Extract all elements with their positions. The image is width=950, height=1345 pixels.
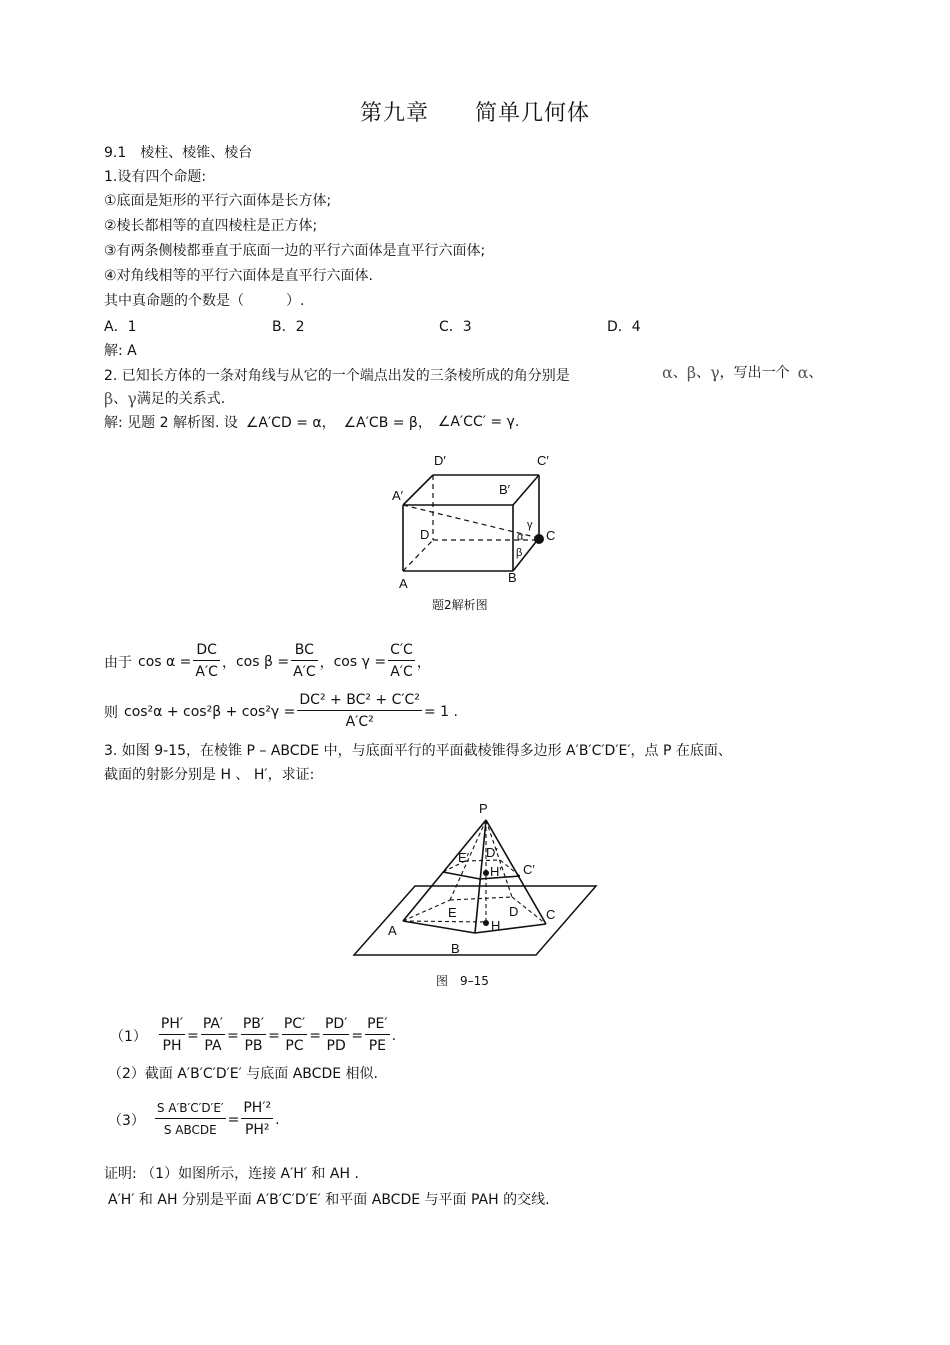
q1-item: ①底面是矩形的平行六面体是长方体; (104, 193, 332, 209)
label-c-prime: C′ (537, 453, 549, 468)
q1-intro: 1.设有四个命题: (104, 169, 207, 185)
then-prefix: 则 (104, 704, 118, 721)
cos-sum-right: = 1 . (423, 703, 458, 720)
label-beta: β (516, 547, 523, 559)
angle-gamma-def: ∠A′CC′ = γ. (437, 414, 520, 430)
fraction-ph-squared: $\frac{\text{PH′²}}{\text{PH²}}$ (243, 1100, 272, 1138)
q1-option-d: D．4 (607, 319, 641, 335)
section-heading: 9.1 棱柱、棱锥、棱台 (104, 145, 253, 161)
fraction-pa: $\frac{PA'}{PA}$ (202, 1016, 224, 1054)
angle-alpha-def: ∠A′CD = α， (245, 415, 336, 431)
cuboid-figure (380, 448, 580, 596)
q2-solution-line (104, 412, 519, 432)
plane (354, 886, 596, 955)
fraction-pe: $\frac{PE'}{PE}$ (367, 1016, 388, 1054)
fraction-dc: $\frac{DC}{A'C}$ (195, 642, 218, 680)
part1-label: （1） (110, 1028, 147, 1045)
fraction-ph: $\frac{PH'}{PH}$ (160, 1016, 184, 1054)
proof-line-1: 证明: （1）如图所示，连接 A′H′ 和 AH . (104, 1166, 359, 1182)
cos-sum-line (104, 690, 458, 733)
label-b: B (508, 570, 517, 585)
fraction-area: $\frac{\text{S A′B′C′D′E′}}{\text{S ABCDE}}$ (155, 1098, 226, 1141)
point-h-prime (483, 870, 489, 876)
fraction-sum: $\frac{\text{DC² + BC² + C′C²}}{\text{A′C²}}$ (299, 692, 420, 730)
label-e-prime: E′ (458, 850, 470, 865)
label-d: D (420, 527, 430, 542)
fraction-pb: $\frac{PB'}{PB}$ (242, 1016, 265, 1054)
q2-sol-prefix: 解: 见题 2 解析图. 设 (104, 415, 238, 431)
label-e: E (448, 905, 457, 920)
label-alpha: α (517, 531, 524, 543)
label-a: A (399, 576, 408, 591)
cos-sum-left: cos²α + cos²β + cos²γ = (124, 703, 296, 720)
part2-statement: （2）截面 A′B′C′D′E′ 与底面 ABCDE 相似. (108, 1066, 378, 1082)
label-h: H (491, 918, 501, 933)
by-prefix: 由于 (104, 654, 132, 671)
label-b-prime: B′ (499, 482, 511, 497)
q1-option-b: B．2 (272, 319, 305, 335)
q1-item: ②棱长都相等的直四棱柱是正方体; (104, 218, 318, 234)
fraction-bc: $\frac{BC}{A'C}$ (293, 642, 316, 680)
chapter-title: 第九章 简单几何体 (360, 101, 591, 126)
proof-line-2: A′H′ 和 AH 分别是平面 A′B′C′D′E′ 和平面 ABCDE 与平面 PAH 的交线. (108, 1192, 550, 1208)
q3-text-2: 截面的射影分别是 H 、 H′，求证: (104, 767, 315, 783)
q2-text-2: 满足的关系式. (136, 391, 226, 407)
cos-gamma: cos γ = (333, 653, 387, 670)
fraction-pc: $\frac{PC'}{PC}$ (283, 1016, 306, 1054)
label-c: C (546, 528, 556, 543)
angle-beta-def: ∠A′CB = β， (343, 415, 432, 431)
fraction-cc: $\frac{C'C}{A'C}$ (390, 642, 413, 680)
ratio-equation: （1） $\frac{PH'}{PH}$ = $\frac{PA'}{PA}$ = $\frac{PB'}{PB}$ = $\frac{PC'}{PC}$ = $\frac{PD'}{PD}$ = $\frac{PE'}{PE}$ . (110, 1014, 396, 1057)
label-b: B (451, 941, 460, 956)
q2-text-b: ，写出一个 (719, 365, 790, 381)
q3-text: 3. 如图 9-15，在棱锥 P – ABCDE 中，与底面平行的平面截棱锥得多边形 A′B′C′D′E′，点 P 在底面、 (104, 743, 732, 759)
q1-option-c: C．3 (439, 319, 472, 335)
area-ratio-equation: （3） $\frac{\text{S A′B′C′D′E′}}{\text{S ABCDE}}$ = $\frac{\text{PH′²}}{\text{PH²}}$ . (108, 1098, 280, 1141)
q1-item: ④对角线相等的平行六面体是直平行六面体. (104, 268, 373, 284)
q1-answer: 解: A (104, 343, 137, 359)
figure-caption-9-15: 图 9–15 (436, 974, 489, 988)
gamma-symbol: γ (710, 362, 720, 382)
gamma-symbol: γ (127, 388, 137, 408)
label-a: A (388, 923, 397, 938)
q2-text-line2: β 、 γ 满足的关系式. (104, 388, 226, 408)
label-h-prime: H′ (490, 864, 502, 879)
q1-option-a: A．1 (104, 319, 137, 335)
cos-alpha: cos α = (138, 653, 192, 670)
pyramid-figure (350, 796, 600, 960)
label-d-prime: D′ (486, 845, 498, 860)
label-a-prime: A′ (392, 488, 404, 503)
label-d: D (509, 904, 519, 919)
q2-text: 2. 已知长方体的一条对角线与从它的一个端点出发的三条棱所成的角分别是 (104, 368, 570, 384)
part3-label: （3） (108, 1112, 145, 1129)
label-d-prime: D′ (434, 453, 446, 468)
alpha-symbol: α (797, 362, 809, 382)
alpha-symbol: α (662, 362, 673, 382)
cos-ratios-line: 由于 cos α = $\frac{DC}{A'C}$ ， cos β = $\frac{BC}{A'C}$ ， cos γ = $\frac{C'C}{A'C}$ ， (104, 640, 431, 683)
beta-symbol: β (104, 388, 114, 408)
q1-item: ③有两条侧棱都垂直于底面一边的平行六面体是直平行六面体; (104, 243, 486, 259)
point-c-dot (534, 534, 544, 544)
beta-symbol: β (686, 362, 697, 382)
label-c: C (546, 907, 556, 922)
figure-caption-2: 题2解析图 (432, 598, 488, 612)
q2-angles-line: α 、 β 、 γ ，写出一个 α 、 (662, 362, 823, 382)
label-gamma: γ (527, 519, 533, 531)
label-p: P (479, 801, 488, 816)
q1-question: 其中真命题的个数是（ ）. (104, 293, 305, 309)
cos-beta: cos β = (235, 653, 290, 670)
point-h (483, 920, 489, 926)
fraction-pd: $\frac{PD'}{PD}$ (324, 1016, 348, 1054)
label-c-prime: C′ (523, 862, 535, 877)
